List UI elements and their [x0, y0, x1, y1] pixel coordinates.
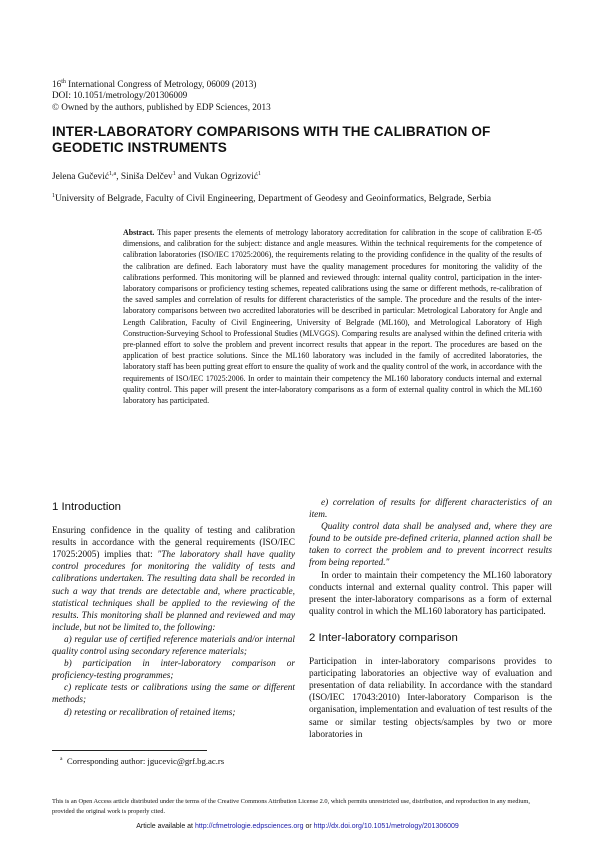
publication-header — [52, 77, 271, 113]
footnote-text: Corresponding author: jgucevic@grf.bg.ac.rs — [66, 756, 225, 766]
congress-number: 16 — [52, 79, 62, 90]
availability-separator: or — [303, 823, 314, 830]
affiliation-superscript: 1 — [52, 193, 55, 199]
availability-prefix: Article available at — [136, 823, 195, 830]
competency-paragraph: In order to maintain their competency the ML160 laboratory conducts internal and external quality control. This paper will present the inter-laboratory comparisons as a form of external quality control in which the ML160 laboratory has participated. — [309, 570, 552, 617]
paper-title: INTER-LABORATORY COMPARISONS WITH THE CALIBRATION OF GEODETIC INSTRUMENTS — [52, 124, 491, 155]
author-list — [52, 171, 261, 182]
congress-text: International Congress of Metrology, 06009 (2013) — [65, 79, 257, 90]
intro-quote: "The laboratory shall have quality control procedures for monitoring the validity of tests and calibrations undertaken. The resulting data shall be recorded in such a way that trends are detectable and, where practicable, statistical techniques shall be applied to the reviewing of the results. This monitoring shall be planned and reviewed and may include, but not be limited to, the following: — [52, 550, 295, 633]
footnote — [60, 756, 224, 766]
section-heading-introduction: 1 Introduction — [52, 501, 122, 513]
journal-link[interactable]: http://cfmetrologie.edpsciences.org — [194, 823, 304, 830]
footnote-marker: a — [60, 756, 63, 763]
article-availability — [0, 823, 595, 830]
abstract — [123, 227, 542, 406]
author-superscript: 1,a — [109, 171, 117, 177]
list-item: e) correlation of results for different characteristics of an item. — [309, 498, 552, 521]
affiliation-text: University of Belgrade, Faculty of Civil Engineering, Department of Geodesy and Geoinformatics, Belgrade, Serbia — [55, 194, 492, 205]
abstract-text: This paper presents the elements of metrology laboratory accreditation for calibration in the scope of calibration E-05 dimensions, and calibration for the subject: distance and angle measures. Within the technical requirements for the competence of calibration laboratories (ISO/IEC 17025:2006), the requirements relating to the providing confidence in the quality of the results of the calibration are defined. Each laboratory must have the quality management procedures for monitoring the validity of the calibrations performed. This monitoring will be planned and reviewed through: internal quality control, participation in the inter-laboratory comparisons or proficiency testing schemes, repeated calibrations using the same or different methods, re-calibration of the saved samples and correlation of results for different characteristics of the sample. The procedure and the results of the inter-laboratory comparisons between two accredited laboratories will be described in particular: Metrological Laboratory for Angle and Length Calibration, Faculty of Civil Engineering, University of Belgrade (ML160), and Metrological Laboratory of High Construction-Surveying School to Professional Studies (MLVGGS). Comparing results are analysed within the defined criteria with pre-planned effort to solve the problem and prevent incorrect results that appear in the report. The procedures are based on the application of best practice solutions. Since the ML160 laboratory was included in the family of accredited laboratories, the laboratory staff has been putting great effort to ensure the quality of work and the quality control of the work, in accordance with the requirements of ISO/IEC 17025:2006. In order to maintain their competency the ML160 laboratory conducts internal and external quality control. This paper will present the inter-laboratory comparisons as a form of external quality control in which the ML160 laboratory has participated. — [123, 228, 542, 406]
author-name: , Siniša Delčev — [116, 172, 173, 183]
intro-text: Ensuring confidence in the quality of testing and calibration results in accordance with the general requirements (ISO/IEC 17025:2005) implies that: — [52, 526, 295, 561]
abstract-label: Abstract. — [123, 228, 155, 237]
author-name: Jelena Gučević — [52, 172, 110, 183]
section-heading-inter-laboratory: 2 Inter-laboratory comparison — [309, 631, 458, 644]
right-column — [309, 497, 552, 741]
license-notice: This is an Open Access article distributed under the terms of the Creative Commons Attribution License 2.0, which permits unrestricted use, distribution, and reproduction in any medium, provided the original work is properly cited. — [52, 798, 530, 815]
footnote-divider — [52, 750, 207, 751]
doi-link[interactable]: http://dx.doi.org/10.1051/metrology/201306009 — [313, 823, 459, 830]
quality-control-quote: Quality control data shall be analysed and, where they are found to be outside pre-defined criteria, planned action shall be taken to correct the problem and to prevent incorrect results from being reported." — [309, 522, 552, 569]
list-item: b) participation in inter-laboratory comparison or proficiency-testing programmes; — [52, 659, 295, 682]
list-item: a) regular use of certified reference materials and/or internal quality control using secondary reference materials; — [52, 634, 295, 658]
author-superscript: 1 — [172, 171, 176, 177]
author-name: and Vukan Ogrizović — [175, 172, 259, 183]
congress-line — [52, 77, 271, 90]
affiliation — [52, 193, 491, 204]
intro-paragraph — [52, 525, 295, 634]
left-column — [52, 497, 295, 719]
doi-line: DOI: 10.1051/metrology/201306009 — [52, 90, 188, 101]
copyright-line: © Owned by the authors, published by EDP Sciences, 2013 — [52, 101, 271, 112]
author-superscript: 1 — [258, 171, 262, 177]
list-item: d) retesting or recalibration of retained items; — [64, 707, 236, 718]
congress-superscript: th — [61, 79, 66, 85]
inter-laboratory-paragraph: Participation in inter-laboratory comparisons provides to participating laboratories an objective way of evaluation and presentation of data reliability. In accordance with the standard (ISO/IEC 17043:2010) Inter-laboratory Comparison is the organisation, implementation and evaluation of test results of the same or similar testing objects/samples by two or more laboratories in — [309, 657, 552, 740]
list-item: c) replicate tests or calibrations using the same or different methods; — [52, 683, 295, 706]
